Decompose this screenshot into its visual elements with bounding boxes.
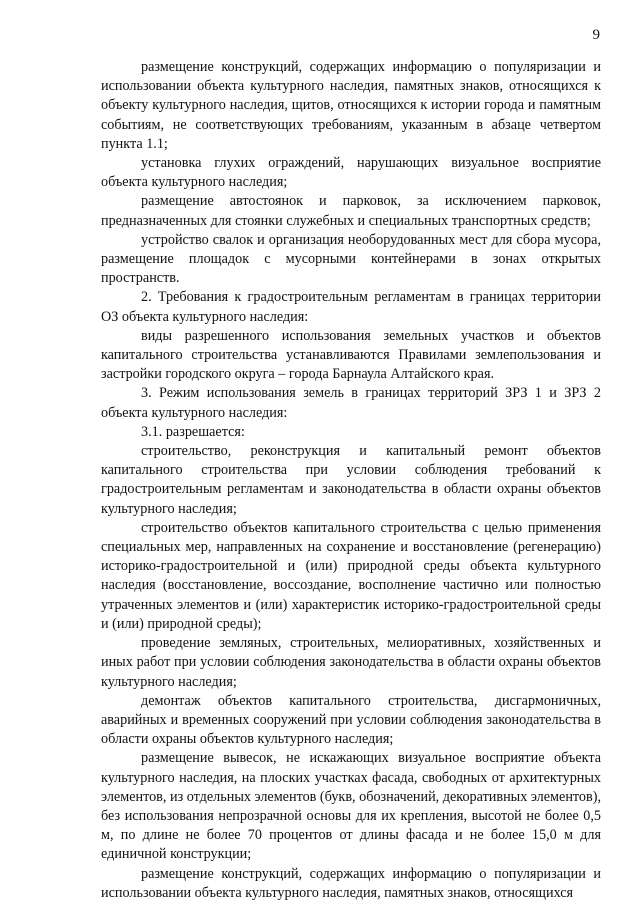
- paragraph: размещение конструкций, содержащих информацию о популяризации и использовании объекта культурного наследия, памятных знаков, относящихся к объекту культурного наследия, щитов, относящихся к истории города и памятным событиям, не соответствующих требованиям, указанным в абзаце четвертом пункта 1.1;: [101, 59, 601, 152]
- paragraph: размещение конструкций, содержащих информацию о популяризации и использовании объекта культурного наследия, памятных знаков, относящихся: [101, 865, 601, 901]
- page-number: 9: [592, 27, 600, 43]
- paragraph: демонтаж объектов капитального строительства, дисгармоничных, аварийных и временных сооружений при условии соблюдения законодательства в области охраны объектов культурного наследия;: [101, 692, 601, 748]
- paragraph: проведение земляных, строительных, мелиоративных, хозяйственных и иных работ при условии соблюдения законодательства в области охраны объектов культурного наследия;: [101, 635, 601, 690]
- paragraph: размещение автостоянок и парковок, за исключением парковок, предназначенных для стоянки служебных и специальных транспортных средств;: [101, 193, 601, 229]
- paragraph: виды разрешенного использования земельных участков и объектов капитального строительства устанавливаются Правилами землепользования и застройки городского округа – города Барнаула Алтайского края.: [101, 327, 601, 383]
- document-body: [101, 58, 601, 903]
- paragraph: устройство свалок и организация необорудованных мест для сбора мусора, размещение площадок с мусорными контейнерами в зонах открытых пространств.: [101, 231, 601, 287]
- paragraph: 3.1. разрешается:: [141, 423, 245, 440]
- paragraph: 2. Требования к градостроительным регламентам в границах территории ОЗ объекта культурного наследия:: [101, 289, 601, 325]
- paragraph: строительство, реконструкция и капитальный ремонт объектов капитального строительства при условии соблюдения требований к градостроительным регламентам и законодательства в области охраны объектов культурного наследия;: [101, 443, 601, 517]
- paragraph: размещение вывесок, не искажающих визуальное восприятие объекта культурного наследия, на плоских участках фасада, свободных от архитектурных элементов, из отдельных элементов (букв, обозначений, декоративных элементов), без использования непрозрачной основы для их крепления, высотой не более 0,5 м, по длине не более 70 процентов от длины фасада и не более 15,0 м для единичной конструкции;: [101, 750, 601, 863]
- paragraph: 3. Режим использования земель в границах территорий ЗРЗ 1 и ЗРЗ 2 объекта культурного наследия:: [101, 385, 601, 421]
- paragraph: установка глухих ограждений, нарушающих визуальное восприятие объекта культурного наследия;: [101, 155, 601, 191]
- paragraph: строительство объектов капитального строительства с целью применения специальных мер, направленных на сохранение и восстановление (регенерацию) историко-градостроительной и (или) природной среды объекта культурного наследия (восстановление, воссоздание, восполнение частично или полностью утраченных элементов и (или) характеристик историко-градостроительной среды и (или) природной среды);: [101, 519, 601, 632]
